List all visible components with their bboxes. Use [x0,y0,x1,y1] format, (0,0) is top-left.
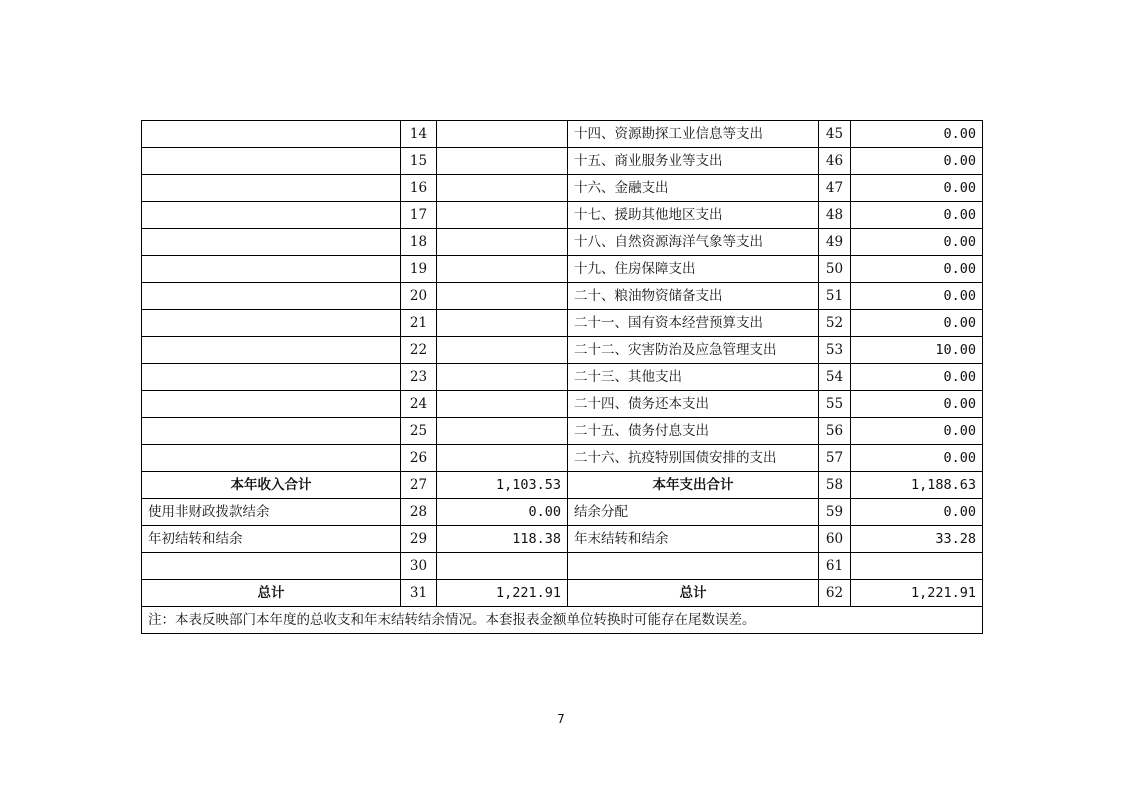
table-row [142,148,983,175]
income-amount-cell [437,337,568,364]
income-amount-cell: 0.00 [437,499,568,526]
expense-amount-cell: 0.00 [851,418,983,445]
income-amount-cell [437,283,568,310]
income-item-cell [142,418,401,445]
income-amount-cell: 1,221.91 [437,580,568,607]
income-row-number: 23 [401,364,437,391]
expense-item-cell: 十五、商业服务业等支出 [568,148,819,175]
income-row-number: 16 [401,175,437,202]
expense-row-number: 60 [819,526,851,553]
table-note: 注：本表反映部门本年度的总收支和年末结转结余情况。本套报表金额单位转换时可能存在尾数误差。 [142,607,983,634]
expense-row-number: 61 [819,553,851,580]
income-item-cell [142,391,401,418]
income-amount-cell [437,256,568,283]
table-row [142,175,983,202]
expense-row-number: 55 [819,391,851,418]
income-amount-cell [437,229,568,256]
income-item-cell: 使用非财政拨款结余 [142,499,401,526]
income-item-cell [142,121,401,148]
income-item-cell [142,337,401,364]
expense-item-cell: 二十五、债务付息支出 [568,418,819,445]
income-amount-cell: 118.38 [437,526,568,553]
expense-row-number: 46 [819,148,851,175]
page-number: 7 [557,712,565,726]
expense-amount-cell: 0.00 [851,364,983,391]
table-row [142,121,983,148]
table-row [142,580,983,607]
expense-row-number: 49 [819,229,851,256]
income-item-cell [142,310,401,337]
income-row-number: 18 [401,229,437,256]
expense-item-cell: 总计 [568,580,819,607]
expense-item-cell: 二十四、债务还本支出 [568,391,819,418]
expense-row-number: 52 [819,310,851,337]
expense-item-cell: 十八、自然资源海洋气象等支出 [568,229,819,256]
income-row-number: 26 [401,445,437,472]
table-row [142,337,983,364]
expense-row-number: 58 [819,472,851,499]
expense-row-number: 56 [819,418,851,445]
expense-item-cell [568,553,819,580]
income-row-number: 28 [401,499,437,526]
income-row-number: 27 [401,472,437,499]
income-item-cell: 总计 [142,580,401,607]
income-item-cell [142,553,401,580]
expense-amount-cell: 1,221.91 [851,580,983,607]
expense-amount-cell: 33.28 [851,526,983,553]
income-row-number: 29 [401,526,437,553]
expense-amount-cell: 0.00 [851,175,983,202]
expense-amount-cell: 0.00 [851,121,983,148]
expense-row-number: 50 [819,256,851,283]
table-row [142,499,983,526]
income-row-number: 31 [401,580,437,607]
table-row [142,472,983,499]
income-row-number: 17 [401,202,437,229]
table-row [142,553,983,580]
expense-amount-cell: 0.00 [851,283,983,310]
table-row [142,256,983,283]
income-amount-cell [437,310,568,337]
expense-row-number: 54 [819,364,851,391]
income-row-number: 24 [401,391,437,418]
income-item-cell [142,445,401,472]
income-item-cell: 年初结转和结余 [142,526,401,553]
income-row-number: 21 [401,310,437,337]
expense-amount-cell: 0.00 [851,148,983,175]
table-row [142,283,983,310]
income-row-number: 30 [401,553,437,580]
expense-item-cell: 本年支出合计 [568,472,819,499]
expense-item-cell: 年末结转和结余 [568,526,819,553]
income-row-number: 25 [401,418,437,445]
final-accounts-table [141,120,983,634]
expense-item-cell: 十四、资源勘探工业信息等支出 [568,121,819,148]
income-amount-cell [437,445,568,472]
expense-amount-cell: 0.00 [851,202,983,229]
expense-row-number: 47 [819,175,851,202]
income-amount-cell [437,121,568,148]
table-body [142,121,983,607]
income-row-number: 20 [401,283,437,310]
income-amount-cell: 1,103.53 [437,472,568,499]
income-row-number: 19 [401,256,437,283]
table-row [142,229,983,256]
table-row [142,526,983,553]
income-amount-cell [437,364,568,391]
table-row [142,445,983,472]
income-item-cell [142,283,401,310]
expense-row-number: 45 [819,121,851,148]
expense-item-cell: 二十二、灾害防治及应急管理支出 [568,337,819,364]
income-item-cell [142,256,401,283]
expense-row-number: 62 [819,580,851,607]
expense-amount-cell: 0.00 [851,499,983,526]
expense-item-cell: 二十三、其他支出 [568,364,819,391]
expense-amount-cell: 0.00 [851,256,983,283]
expense-item-cell: 结余分配 [568,499,819,526]
income-amount-cell [437,418,568,445]
income-item-cell [142,364,401,391]
income-amount-cell [437,175,568,202]
income-amount-cell [437,391,568,418]
income-item-cell [142,148,401,175]
expense-item-cell: 二十、粮油物资储备支出 [568,283,819,310]
expense-amount-cell: 0.00 [851,310,983,337]
expense-row-number: 48 [819,202,851,229]
table-row [142,418,983,445]
expense-amount-cell: 1,188.63 [851,472,983,499]
income-item-cell [142,229,401,256]
expense-row-number: 51 [819,283,851,310]
income-amount-cell [437,202,568,229]
income-item-cell [142,175,401,202]
expense-amount-cell [851,553,983,580]
table-row [142,391,983,418]
expense-amount-cell: 0.00 [851,391,983,418]
expense-item-cell: 二十一、国有资本经营预算支出 [568,310,819,337]
table-row [142,202,983,229]
income-amount-cell [437,553,568,580]
table-row [142,364,983,391]
income-row-number: 22 [401,337,437,364]
expense-item-cell: 二十六、抗疫特别国债安排的支出 [568,445,819,472]
expense-row-number: 57 [819,445,851,472]
table-row [142,310,983,337]
income-item-cell: 本年收入合计 [142,472,401,499]
expense-row-number: 59 [819,499,851,526]
expense-row-number: 53 [819,337,851,364]
expense-item-cell: 十七、援助其他地区支出 [568,202,819,229]
note-row [142,607,983,634]
expense-amount-cell: 0.00 [851,229,983,256]
expense-item-cell: 十六、金融支出 [568,175,819,202]
income-row-number: 14 [401,121,437,148]
expense-item-cell: 十九、住房保障支出 [568,256,819,283]
expense-amount-cell: 0.00 [851,445,983,472]
income-row-number: 15 [401,148,437,175]
income-item-cell [142,202,401,229]
income-amount-cell [437,148,568,175]
expense-amount-cell: 10.00 [851,337,983,364]
